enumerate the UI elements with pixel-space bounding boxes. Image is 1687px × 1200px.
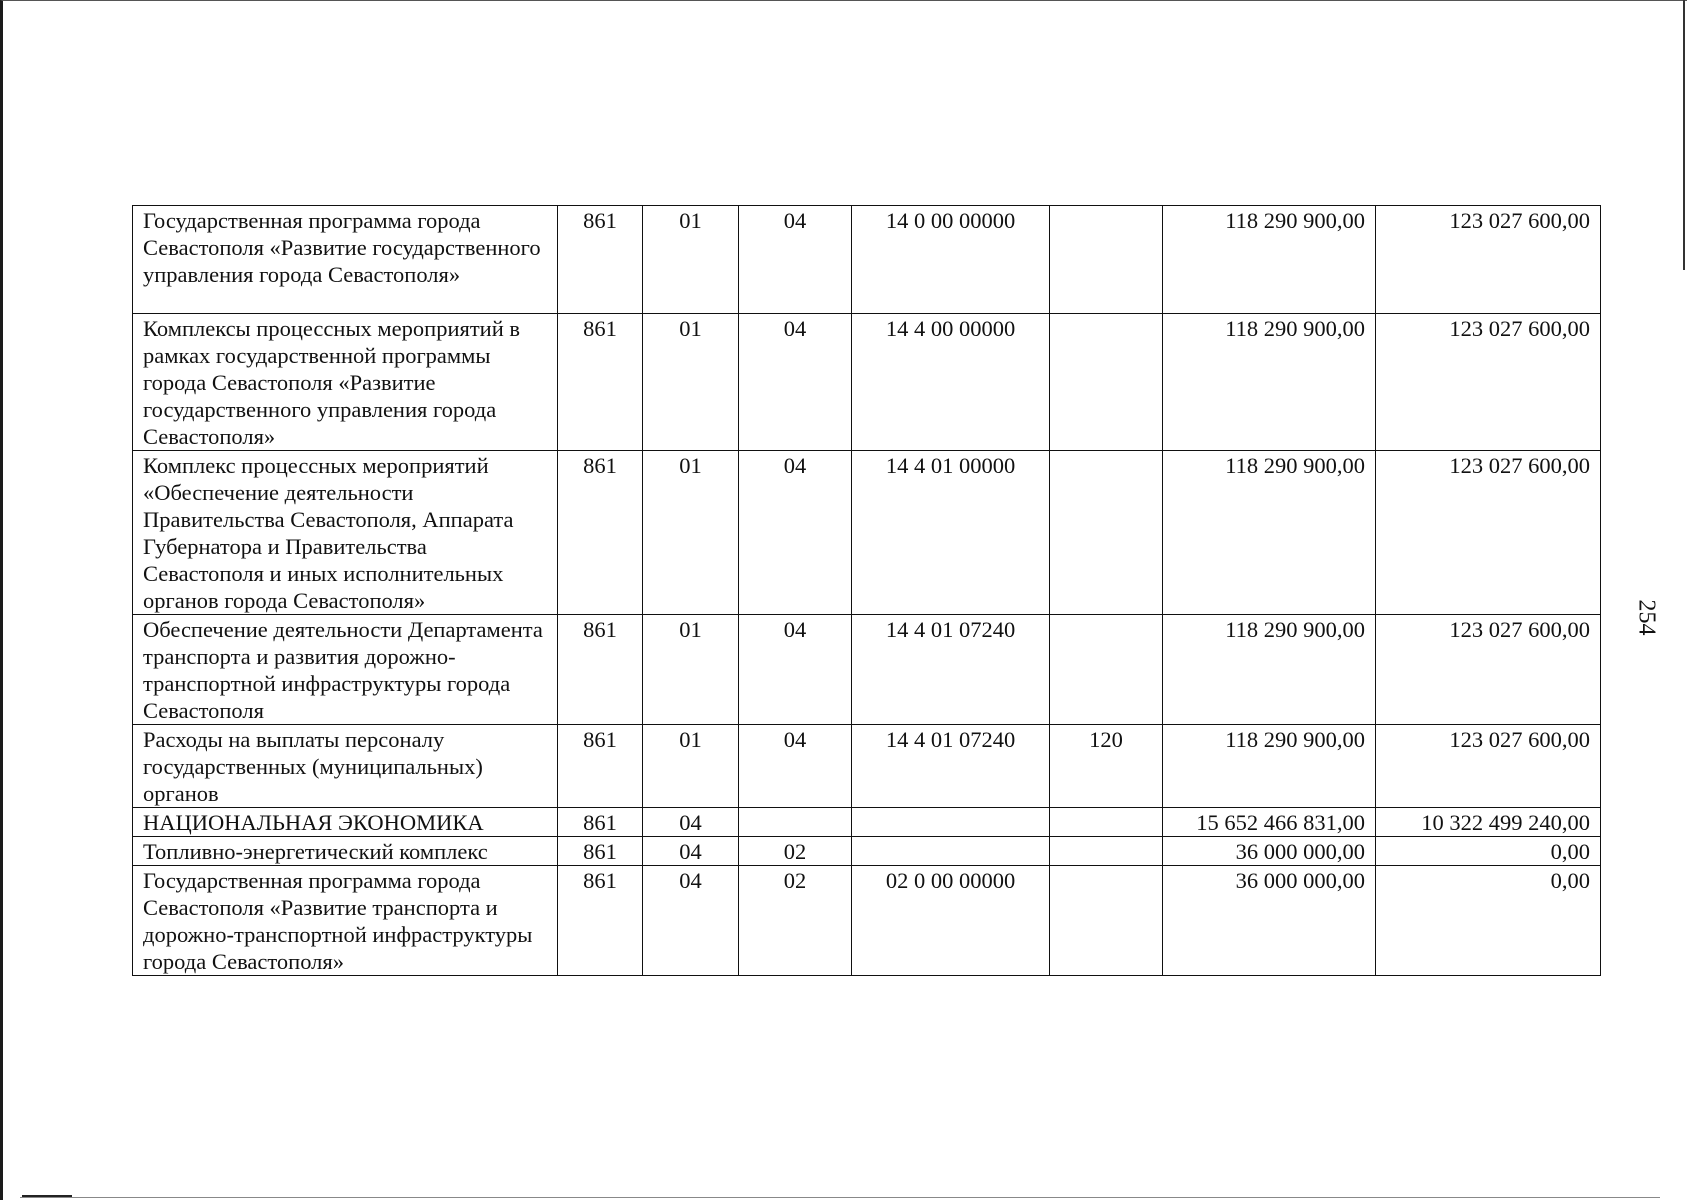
amount-year-1: 118 290 900,00 bbox=[1163, 451, 1376, 615]
grbs-code: 861 bbox=[558, 206, 643, 314]
expense-type-code bbox=[1050, 206, 1163, 314]
amount-year-1: 36 000 000,00 bbox=[1163, 866, 1376, 976]
amount-year-2: 123 027 600,00 bbox=[1376, 725, 1601, 808]
amount-year-1: 118 290 900,00 bbox=[1163, 314, 1376, 451]
table-row bbox=[133, 837, 1601, 866]
subsection-code: 04 bbox=[739, 314, 852, 451]
table-row bbox=[133, 451, 1601, 615]
amount-year-2: 0,00 bbox=[1376, 866, 1601, 976]
row-name: Топливно-энергетический комплекс bbox=[133, 837, 558, 866]
expense-type-code: 120 bbox=[1050, 725, 1163, 808]
target-article-code: 14 4 01 07240 bbox=[852, 725, 1050, 808]
grbs-code: 861 bbox=[558, 866, 643, 976]
row-name: Государственная программа города Севастополя «Развитие транспорта и дорожно-транспортной инфраструктуры города Севастополя» bbox=[133, 866, 558, 976]
amount-year-1: 118 290 900,00 bbox=[1163, 725, 1376, 808]
amount-year-2: 123 027 600,00 bbox=[1376, 615, 1601, 725]
table-row bbox=[133, 725, 1601, 808]
grbs-code: 861 bbox=[558, 314, 643, 451]
grbs-code: 861 bbox=[558, 808, 643, 837]
subsection-code: 04 bbox=[739, 725, 852, 808]
section-code: 04 bbox=[643, 866, 739, 976]
target-article-code bbox=[852, 808, 1050, 837]
table-row bbox=[133, 615, 1601, 725]
budget-table bbox=[132, 205, 1601, 976]
section-code: 04 bbox=[643, 837, 739, 866]
subsection-code: 02 bbox=[739, 866, 852, 976]
target-article-code: 14 4 00 00000 bbox=[852, 314, 1050, 451]
section-code: 01 bbox=[643, 725, 739, 808]
section-code: 04 bbox=[643, 808, 739, 837]
target-article-code: 02 0 00 00000 bbox=[852, 866, 1050, 976]
table-row bbox=[133, 866, 1601, 976]
expense-type-code bbox=[1050, 451, 1163, 615]
amount-year-2: 10 322 499 240,00 bbox=[1376, 808, 1601, 837]
target-article-code: 14 0 00 00000 bbox=[852, 206, 1050, 314]
subsection-code: 02 bbox=[739, 837, 852, 866]
row-name: Комплекс процессных мероприятий «Обеспечение деятельности Правительства Севастополя, Аппарата Губернатора и Правительства Севастополя и иных исполнительных органов города Севастополя» bbox=[133, 451, 558, 615]
amount-year-2: 123 027 600,00 bbox=[1376, 206, 1601, 314]
row-name: НАЦИОНАЛЬНАЯ ЭКОНОМИКА bbox=[133, 808, 558, 837]
subsection-code: 04 bbox=[739, 206, 852, 314]
grbs-code: 861 bbox=[558, 451, 643, 615]
grbs-code: 861 bbox=[558, 837, 643, 866]
subsection-code: 04 bbox=[739, 615, 852, 725]
amount-year-1: 15 652 466 831,00 bbox=[1163, 808, 1376, 837]
row-name: Государственная программа города Севастополя «Развитие государственного управления города Севастополя» bbox=[133, 206, 558, 314]
subsection-code bbox=[739, 808, 852, 837]
amount-year-2: 0,00 bbox=[1376, 837, 1601, 866]
subsection-code: 04 bbox=[739, 451, 852, 615]
section-code: 01 bbox=[643, 451, 739, 615]
target-article-code: 14 4 01 00000 bbox=[852, 451, 1050, 615]
page-number: 254 bbox=[1633, 599, 1660, 636]
scan-edge-mark bbox=[1683, 0, 1685, 270]
table-row bbox=[133, 808, 1601, 837]
section-code: 01 bbox=[643, 615, 739, 725]
amount-year-1: 118 290 900,00 bbox=[1163, 206, 1376, 314]
scan-edge-mark-bottom bbox=[22, 1195, 72, 1197]
amount-year-2: 123 027 600,00 bbox=[1376, 314, 1601, 451]
row-name: Комплексы процессных мероприятий в рамках государственной программы города Севастополя «Развитие государственного управления города Севастополя» bbox=[133, 314, 558, 451]
grbs-code: 861 bbox=[558, 615, 643, 725]
section-code: 01 bbox=[643, 206, 739, 314]
table-row bbox=[133, 206, 1601, 314]
amount-year-1: 36 000 000,00 bbox=[1163, 837, 1376, 866]
expense-type-code bbox=[1050, 808, 1163, 837]
grbs-code: 861 bbox=[558, 725, 643, 808]
expense-type-code bbox=[1050, 866, 1163, 976]
amount-year-1: 118 290 900,00 bbox=[1163, 615, 1376, 725]
scan-edge-line bbox=[20, 1197, 1660, 1198]
target-article-code bbox=[852, 837, 1050, 866]
table-row bbox=[133, 314, 1601, 451]
amount-year-2: 123 027 600,00 bbox=[1376, 451, 1601, 615]
target-article-code: 14 4 01 07240 bbox=[852, 615, 1050, 725]
section-code: 01 bbox=[643, 314, 739, 451]
expense-type-code bbox=[1050, 615, 1163, 725]
row-name: Обеспечение деятельности Департамента транспорта и развития дорожно-транспортной инфраструктуры города Севастополя bbox=[133, 615, 558, 725]
expense-type-code bbox=[1050, 837, 1163, 866]
expense-type-code bbox=[1050, 314, 1163, 451]
row-name: Расходы на выплаты персоналу государственных (муниципальных) органов bbox=[133, 725, 558, 808]
